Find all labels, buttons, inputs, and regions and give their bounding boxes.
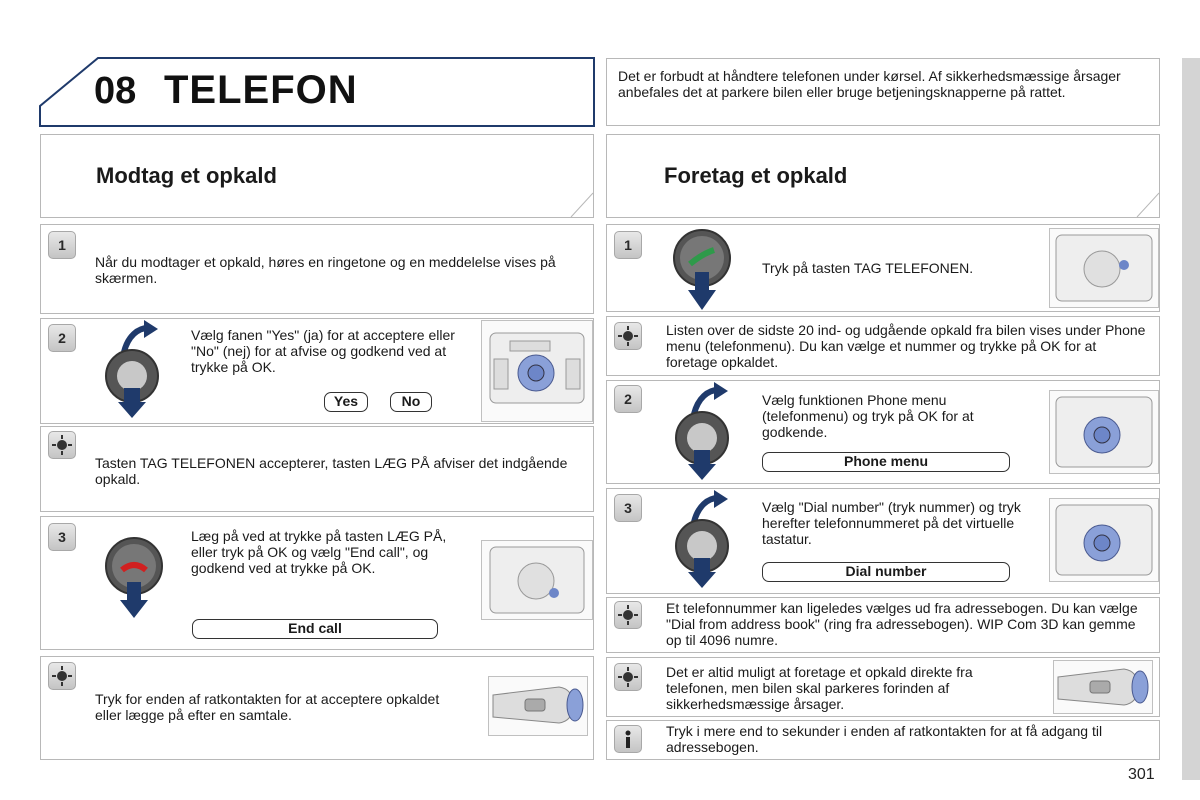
- steering-stalk-image: [488, 676, 588, 736]
- left-tip1-text: Tasten TAG TELEFONEN accepterer, tasten LÆG PÅ afviser det indgående opkald.: [95, 455, 568, 487]
- rotary-knob-icon: [666, 488, 736, 592]
- phone-menu-button[interactable]: Phone menu: [762, 452, 1010, 472]
- radio-panel-icon: [1050, 229, 1158, 307]
- left-step2-text: Vælg fanen "Yes" (ja) for at acceptere eller "No" (nej) for at afvise og godkend ved at trykke på OK.: [191, 327, 455, 375]
- radio-panel-icon: [1050, 499, 1158, 581]
- right-step3-text: Vælg "Dial number" (tryk nummer) og tryk herefter telefonnummeret på det virtuelle tastatur.: [762, 499, 1021, 547]
- chapter-title: TELEFON: [164, 68, 358, 112]
- radio-panel-icon: [482, 321, 592, 421]
- steering-stalk-icon: [1054, 661, 1152, 713]
- step-number-2: 2: [48, 324, 76, 352]
- radio-panel-image: [481, 320, 593, 422]
- right-tip1-text: Listen over de sidste 20 ind- og udgående opkald fra bilen vises under Phone menu (telefonmenu). Du kan vælge et nummer og trykke på OK for at foretage opkaldet.: [666, 322, 1146, 370]
- info-icon: [614, 725, 642, 753]
- no-button[interactable]: No: [390, 392, 432, 412]
- chapter-header: [38, 56, 596, 128]
- rotary-knob-icon: [666, 380, 736, 484]
- right-tip2-text: Et telefonnummer kan ligeledes vælges ud fra adressebogen. Du kan vælge "Dial from address book" (ring fra adressebogen). WIP Com 3D kan gemme op til 4096 numre.: [666, 600, 1138, 648]
- steering-stalk-icon: [489, 677, 587, 735]
- left-tip2-text: Tryk for enden af ratkontakten for at acceptere opkaldet eller lægge på efter en samtale.: [95, 691, 440, 723]
- left-heading: Modtag et opkald: [96, 163, 277, 188]
- right-info-text: Tryk i mere end to sekunder i enden af ratkontakten for at få adgang til adressebogen.: [666, 723, 1103, 755]
- call-button-icon: [668, 226, 738, 314]
- left-step3-text: Læg på ved at trykke på tasten LÆG PÅ, eller tryk på OK og vælg "End call", og godkend ved at trykke på OK.: [191, 528, 447, 576]
- step-number-1: 1: [48, 231, 76, 259]
- tip-icon: [614, 601, 642, 629]
- left-step1-text: Når du modtager et opkald, høres en ringetone og en meddelelse vises på skærmen.: [95, 254, 556, 286]
- end-call-button[interactable]: End call: [192, 619, 438, 639]
- tip-icon: [614, 322, 642, 350]
- rotary-knob-icon: [96, 318, 166, 422]
- tip-icon: [614, 663, 642, 691]
- radio-panel-image: [1049, 228, 1159, 308]
- step-number-2: 2: [614, 385, 642, 413]
- tip-icon: [48, 662, 76, 690]
- yes-button[interactable]: Yes: [324, 392, 368, 412]
- steering-stalk-image: [1053, 660, 1153, 714]
- hang-up-button-icon: [100, 530, 170, 626]
- radio-panel-icon: [1050, 391, 1158, 473]
- radio-panel-image: [481, 540, 593, 620]
- radio-panel-image: [1049, 390, 1159, 474]
- warning-text: Det er forbudt at håndtere telefonen under kørsel. Af sikkerhedsmæssige årsager anbefales det at parkere bilen eller bruge betjeningsknapperne på rattet.: [618, 68, 1121, 100]
- chapter-number: 08: [94, 70, 137, 112]
- right-heading: Foretag et opkald: [664, 163, 848, 188]
- page-edge-strip: [1182, 58, 1200, 780]
- radio-panel-icon: [482, 541, 592, 619]
- tip-icon: [48, 431, 76, 459]
- step-number-3: 3: [48, 523, 76, 551]
- right-step2-text: Vælg funktionen Phone menu (telefonmenu) og tryk på OK for at godkende.: [762, 392, 974, 440]
- step-number-1: 1: [614, 231, 642, 259]
- radio-panel-image: [1049, 498, 1159, 582]
- dial-number-button[interactable]: Dial number: [762, 562, 1010, 582]
- page-number: 301: [1128, 766, 1155, 783]
- step-number-3: 3: [614, 494, 642, 522]
- right-tip3-text: Det er altid muligt at foretage et opkald direkte fra telefonen, men bilen skal parkeres forinden af sikkerhedsmæssige årsager.: [666, 664, 973, 712]
- right-step1-text: Tryk på tasten TAG TELEFONEN.: [762, 260, 974, 276]
